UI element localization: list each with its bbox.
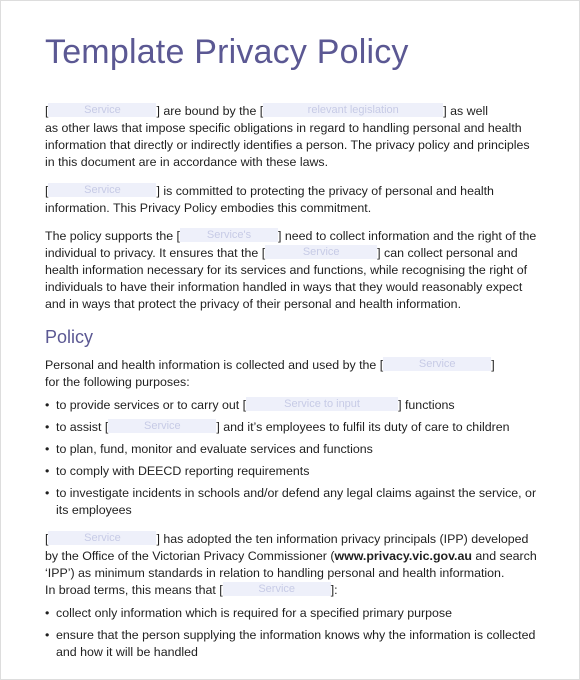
text-segment: ] as well <box>443 104 488 118</box>
text-segment: ] can collect personal and health information necessary for its services and functions, while recognising the right of individuals to have their information handled in ways that they would reasonably expect and in ways that protect the privacy of their personal and health information. <box>45 246 528 311</box>
service-field[interactable]: Service <box>383 357 491 371</box>
bullet-icon: • <box>45 628 50 642</box>
service-field[interactable]: Service <box>48 103 156 117</box>
service-field[interactable]: Service <box>48 183 156 197</box>
ipp-paragraph <box>45 531 537 599</box>
text-segment: collect only information which is required for a specified primary purpose <box>56 606 452 620</box>
commitment-paragraph <box>45 183 537 217</box>
service-input-field[interactable]: Service to input <box>246 397 398 411</box>
bullet-icon: • <box>45 420 50 434</box>
list-item <box>45 463 537 480</box>
text-segment: for the following purposes: <box>45 375 190 389</box>
service-field[interactable]: Service <box>265 245 377 259</box>
text-segment: The policy supports the [ <box>45 229 180 243</box>
bracket-text: [ <box>45 104 49 118</box>
list-item <box>45 397 537 414</box>
list-item <box>45 419 537 436</box>
text-segment: as other laws that impose specific obligations in regard to handling personal and health information that directly or indirectly identifies a person. The privacy policy and principles in this document are in accordance with these laws. <box>45 121 530 169</box>
service-field[interactable]: Service <box>108 419 216 433</box>
text-segment: to investigate incidents in schools and/or defend any legal claims against the service, or its employees <box>56 486 537 517</box>
services-field[interactable]: Service's <box>180 228 278 242</box>
text-segment: In broad terms, this means that [ <box>45 583 223 597</box>
principles-list <box>45 605 537 661</box>
text-segment: ] is committed to protecting the privacy of personal and health information. This Privacy Policy embodies this commitment. <box>45 184 494 215</box>
text-segment: ] functions <box>398 398 455 412</box>
bracket-text: [ <box>45 532 49 546</box>
policy-support-paragraph <box>45 228 537 313</box>
text-segment: and search ‘IPP’) as minimum standards in relation to handling personal and health information. <box>45 549 537 580</box>
list-item <box>45 441 537 458</box>
text-segment: to provide services or to carry out [ <box>56 398 247 412</box>
text-segment: ]: <box>330 583 338 597</box>
bullet-icon: • <box>45 442 50 456</box>
text-segment: to assist [ <box>56 420 109 434</box>
text-segment: ] are bound by the [ <box>156 104 264 118</box>
policy-heading: Policy <box>45 327 94 347</box>
list-item <box>45 605 537 622</box>
text-segment: to plan, fund, monitor and evaluate services and functions <box>56 442 373 456</box>
text-segment: to comply with DEECD reporting requirements <box>56 464 310 478</box>
text-segment: ] need to collect information and the right of the individual to privacy. It ensures that the [ <box>45 229 537 260</box>
purposes-paragraph <box>45 357 537 391</box>
purposes-list <box>45 397 537 519</box>
intro-paragraph <box>45 103 537 171</box>
list-item <box>45 627 537 661</box>
text-segment: ensure that the person supplying the information knows why the information is collected and how it will be handled <box>56 628 536 659</box>
privacy-website-link[interactable]: www.privacy.vic.gov.au <box>334 549 472 563</box>
service-field[interactable]: Service <box>223 582 331 596</box>
text-segment: ] and it’s employees to fulfil its duty of care to children <box>216 420 510 434</box>
text-segment: ] has adopted the ten information privacy principals (IPP) developed by the Office of the Victorian Privacy Commissioner ( <box>45 532 529 563</box>
bracket-text: [ <box>45 184 49 198</box>
bracket-text: ] <box>491 358 495 372</box>
bullet-icon: • <box>45 606 50 620</box>
document-content <box>45 31 537 661</box>
bullet-icon: • <box>45 486 50 500</box>
bullet-icon: • <box>45 464 50 478</box>
list-item <box>45 485 537 519</box>
bullet-icon: • <box>45 398 50 412</box>
service-field[interactable]: Service <box>48 531 156 545</box>
legislation-field[interactable]: relevant legislation <box>263 103 443 117</box>
text-segment: Personal and health information is collected and used by the [ <box>45 358 384 372</box>
page-title: Template Privacy Policy <box>45 33 409 71</box>
